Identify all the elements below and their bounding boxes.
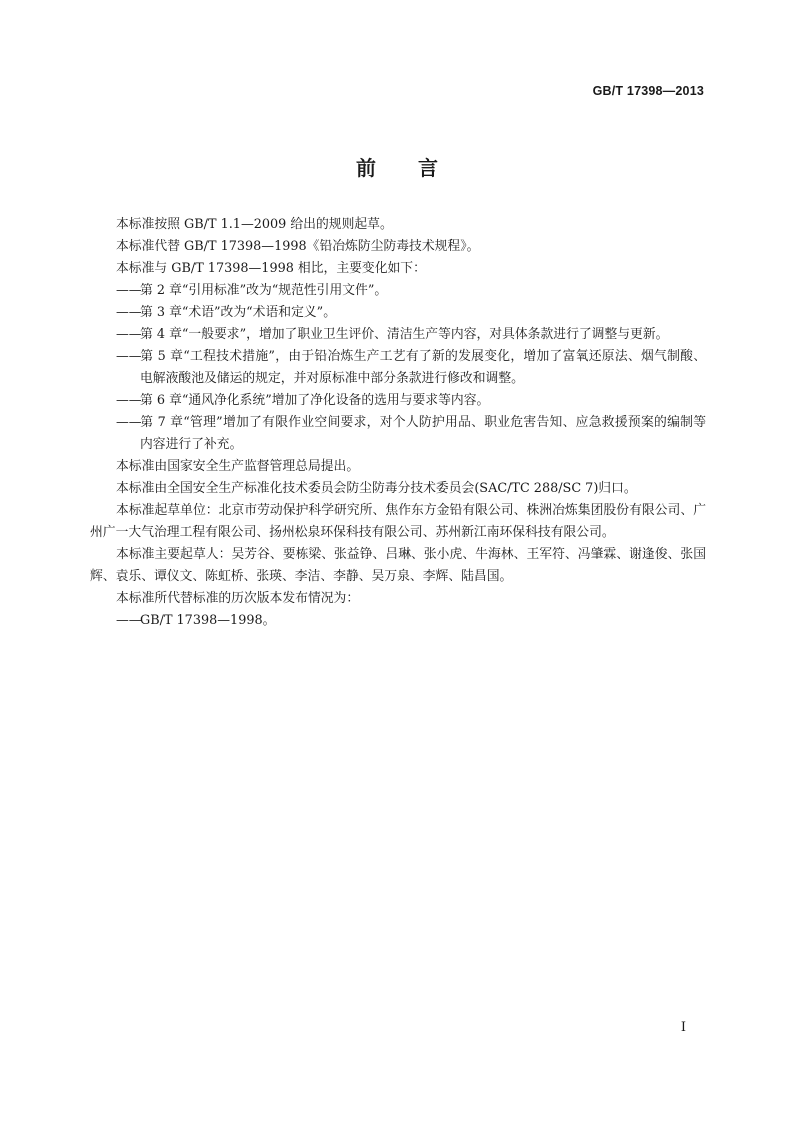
dash-mark: —— <box>116 613 142 628</box>
paragraph-drafters: 本标准主要起草人：吴芳谷、要栋梁、张益铮、吕琳、张小虎、牛海林、王军符、冯肇霖、谢逢俊、张国辉、袁乐、谭仪文、陈虹桥、张瑛、李洁、李静、吴万泉、李辉、陆昌国。 <box>90 547 706 584</box>
history-text: GB/T 17398—1998。 <box>140 613 276 628</box>
paragraph-centralized-by: 本标准由全国安全生产标准化技术委员会防尘防毒分技术委员会(SAC/TC 288/SC 7)归口。 <box>116 481 637 496</box>
paragraph-proposed-by: 本标准由国家安全生产监督管理总局提出。 <box>116 459 360 474</box>
dash-mark: —— <box>116 327 142 342</box>
dash-mark: —— <box>116 415 142 430</box>
change-text: 第 6 章“通风净化系统”增加了净化设备的选用与要求等内容。 <box>140 393 490 408</box>
list-item-change <box>90 302 706 324</box>
list-item-change <box>90 280 706 302</box>
dash-mark: —— <box>116 393 142 408</box>
paragraph-changes-intro: 本标准与 GB/T 17398—1998 相比，主要变化如下： <box>116 261 426 276</box>
list-item-change <box>90 390 706 412</box>
paragraph-drafting-rules: 本标准按照 GB/T 1.1—2009 给出的规则起草。 <box>116 217 393 232</box>
standard-code: GB/T 17398—2013 <box>592 84 704 98</box>
paragraph-replaces: 本标准代替 GB/T 17398—1998《铅冶炼防尘防毒技术规程》。 <box>116 239 480 254</box>
change-text: 第 5 章“工程技术措施”，由于铅冶炼生产工艺有了新的发展变化，增加了富氧还原法、烟气制酸、电解液酸池及储运的规定，并对原标准中部分条款进行修改和调整。 <box>140 349 706 386</box>
change-text: 第 7 章“管理”增加了有限作业空间要求，对个人防护用品、职业危害告知、应急救援预案的编制等内容进行了补充。 <box>140 415 706 452</box>
list-item-change <box>90 412 706 456</box>
change-text: 第 2 章“引用标准”改为“规范性引用文件”。 <box>140 283 388 298</box>
change-text: 第 4 章“一般要求”，增加了职业卫生评价、清洁生产等内容，对具体条款进行了调整与更新。 <box>140 327 669 342</box>
list-item-history <box>90 610 706 632</box>
paragraph-drafting-units: 本标准起草单位：北京市劳动保护科学研究所、焦作东方金铅有限公司、株洲冶炼集团股份有限公司、广州广一大气治理工程有限公司、扬州松泉环保科技有限公司、苏州新江南环保科技有限公司。 <box>90 503 706 540</box>
dash-mark: —— <box>116 283 142 298</box>
list-item-change <box>90 346 706 390</box>
dash-mark: —— <box>116 349 142 364</box>
page-title: 前言 <box>356 156 480 180</box>
dash-mark: —— <box>116 305 142 320</box>
paragraph-history-intro: 本标准所代替标准的历次版本发布情况为： <box>116 591 360 606</box>
page-number: I <box>680 1020 686 1035</box>
list-item-change <box>90 324 706 346</box>
preface-body <box>90 214 706 632</box>
change-text: 第 3 章“术语”改为“术语和定义”。 <box>140 305 337 320</box>
